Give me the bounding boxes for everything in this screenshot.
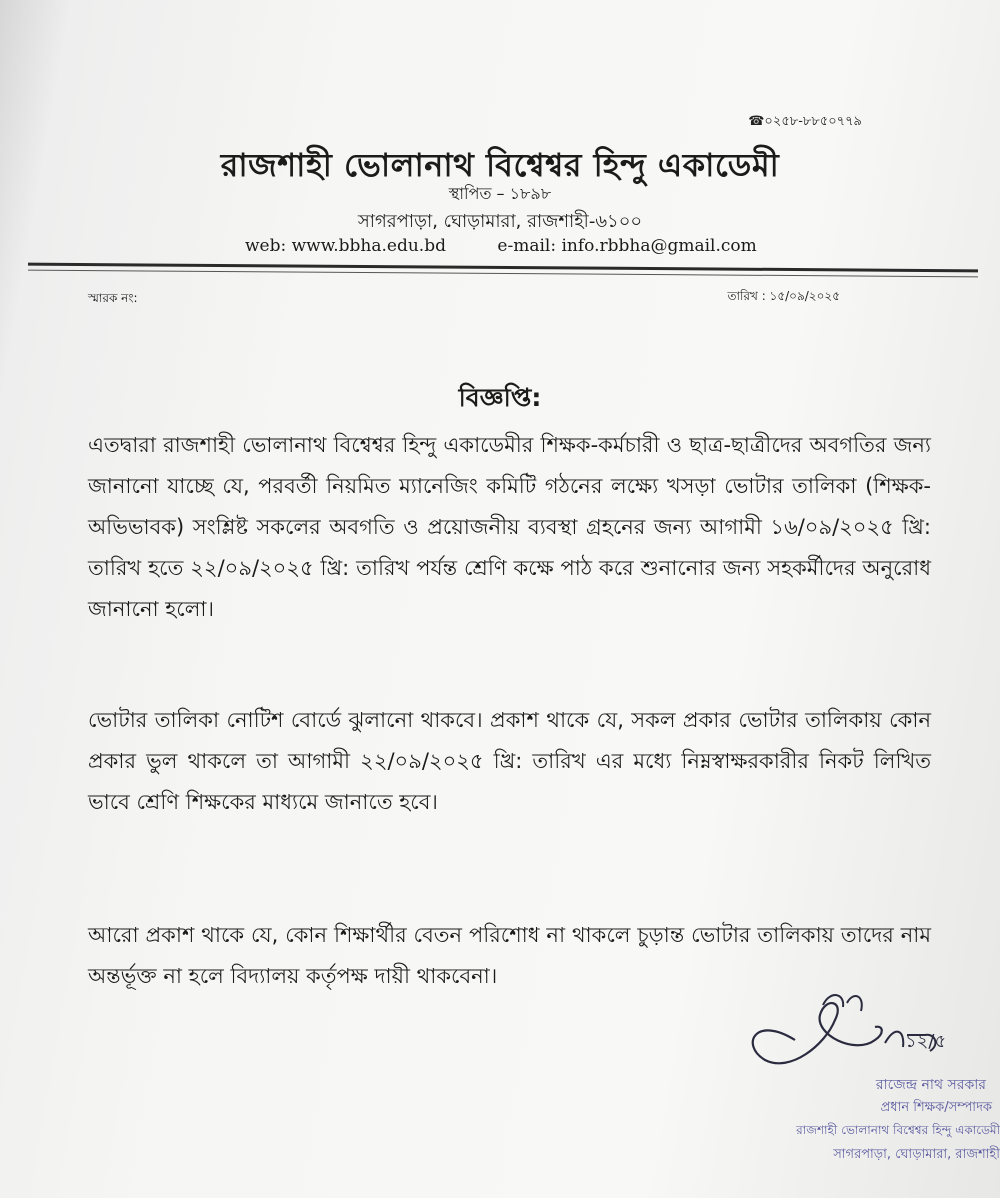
stamp-address: সাগরপাড়া, ঘোড়ামারা, রাজশাহী (833, 1147, 1000, 1162)
notice-paragraph-2: ভোটার তালিকা নোটিশ বোর্ডে ঝুলানো থাকবে। প্রকাশ থাকে যে, সকল প্রকার ভোটার তালিকায় কোন প্রকার ভুল থাকলে তা আগামী ২২/০৯/২০২৫ খ্রি: তারিখ এর মধ্যে নিম্নস্বাক্ষরকারীর নিকট লিখিত ভাবে শ্রেণি শিক্ষকের মাধ্যমে জানাতে হবে। (88, 708, 932, 814)
handwritten-signature (735, 985, 980, 1075)
established-year: স্থাপিত – ১৮৯৮ (448, 184, 552, 203)
email-text: e-mail: info.rbbha@gmail.com (497, 236, 757, 256)
stamp-school-name: রাজশাহী ভোলানাথ বিশ্বেশ্বর হিন্দু একাডেমী (796, 1123, 1000, 1137)
phone-number: ☎০২৫৮-৮৮৫০৭৭৯ (748, 114, 862, 129)
notice-title: বিজ্ঞপ্তি: (458, 383, 542, 412)
notice-date: তারিখ : ১৫/০৯/২০২৫ (727, 289, 840, 303)
handwritten-date: ১২/৫ (905, 1031, 947, 1052)
notice-paragraph-1: এতদ্বারা রাজশাহী ভোলানাথ বিশ্বেশ্বর হিন্দু একাডেমীর শিক্ষক-কর্মচারী ও ছাত্র-ছাত্রীদের অবগতির জন্য জানানো যাচ্ছে যে, পরবর্তী নিয়মিত ম্যানেজিং কমিটি গঠনের লক্ষ্যে খসড়া ভোটার তালিকা (শিক্ষক-অভিভাবক) সংশ্লিষ্ট সকলের অবগতি ও প্রয়োজনীয় ব্যবস্থা গ্রহনের জন্য আগামী ১৬/০৯/২০২৫ খ্রি: তারিখ হতে ২২/০৯/২০২৫ খ্রি: তারিখ পর্যন্ত শ্রেণি কক্ষে পাঠ করে শুনানোর জন্য সহকর্মীদের অনুরোধ জানানো হলো। (88, 433, 931, 621)
signatory-designation: প্রধান শিক্ষক/সম্পাদক (880, 1100, 992, 1115)
notice-paragraph-3: আরো প্রকাশ থাকে যে, কোন শিক্ষার্থীর বেতন পরিশোধ না থাকলে চুড়ান্ত ভোটার তালিকায় তাদের নাম অন্তর্ভূক্ত না হলে বিদ্যালয় কর্তৃপক্ষ দায়ী থাকবেনা। (88, 923, 931, 988)
signatory-name: রাজেন্দ্র নাথ সরকার (875, 1077, 986, 1093)
school-address: সাগরপাড়া, ঘোড়ামারা, রাজশাহী-৬১০০ (357, 211, 643, 232)
website-text: web: www.bbha.edu.bd (245, 236, 446, 256)
school-name-heading: রাজশাহী ভোলানাথ বিশ্বেশ্বর হিন্দু একাডেমী (220, 146, 780, 184)
reference-number-label: স্মারক নং: (88, 291, 138, 305)
contact-line (245, 236, 803, 256)
